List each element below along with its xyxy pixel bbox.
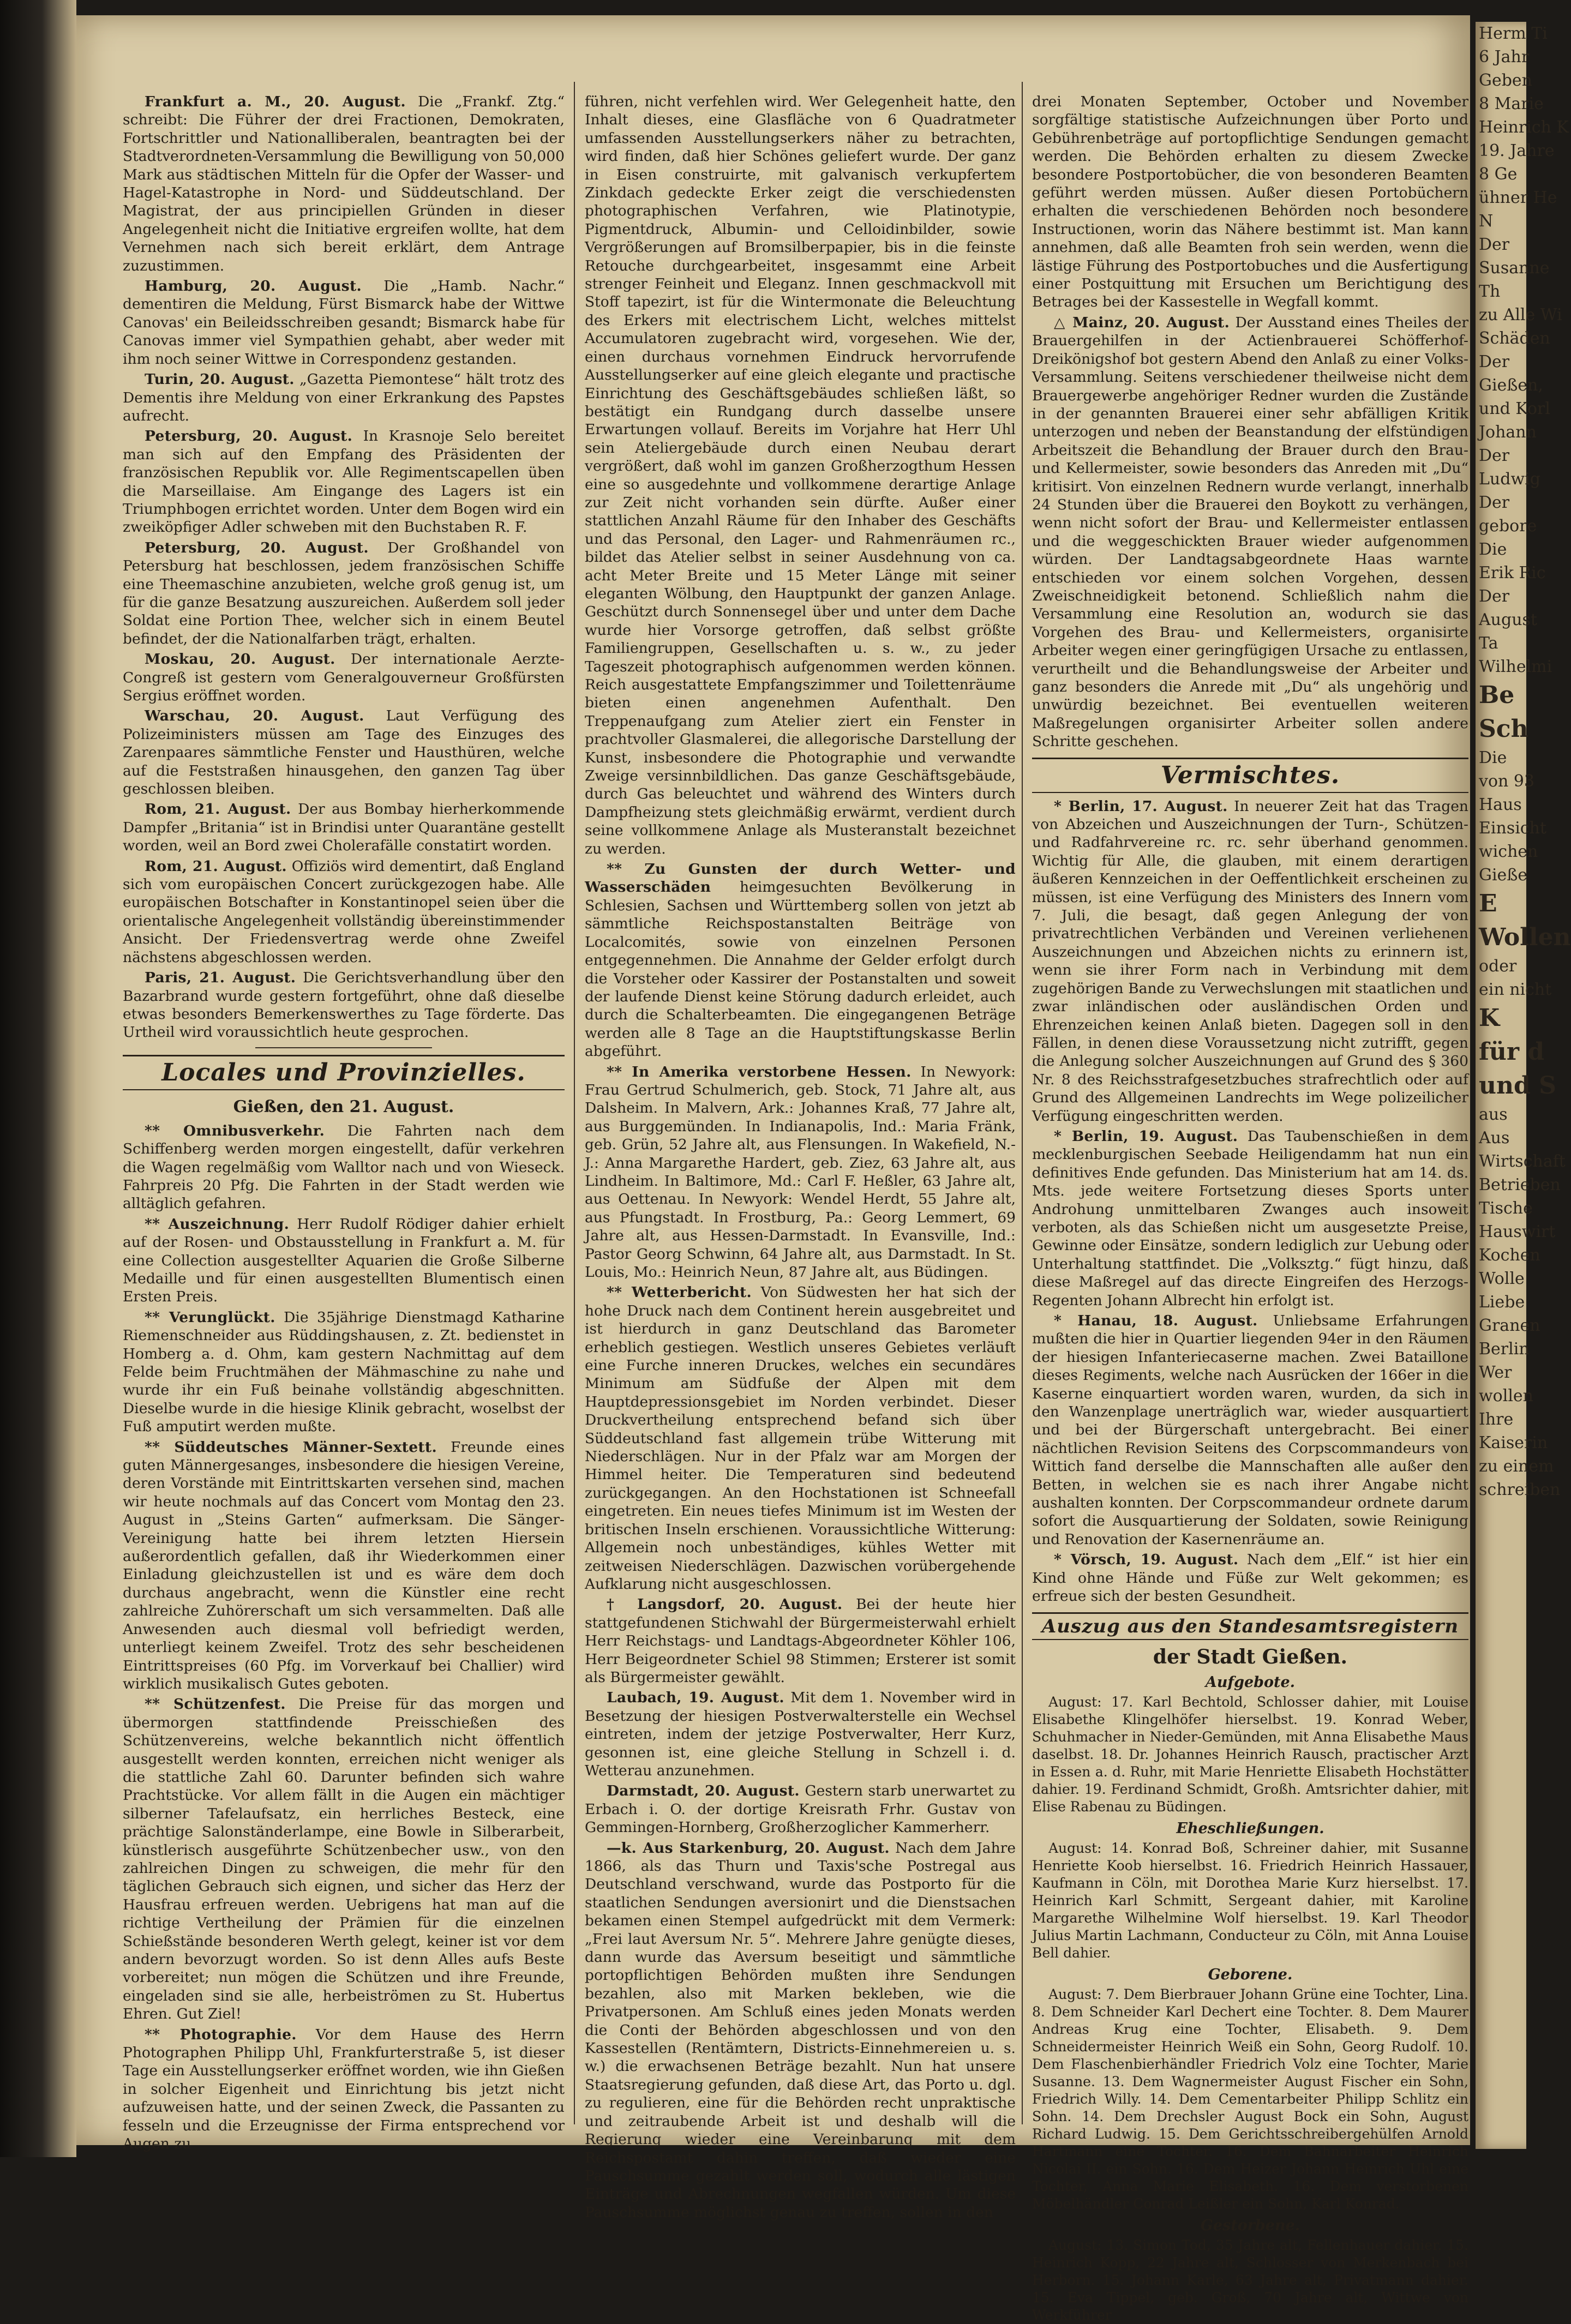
article-body: Der Ausstand eines Theiles der Brauergehilfen in der Actienbrauerei Schöfferhof-Dreikönigshof bot gestern Abend den Anlaß zu einer Volks-Versammlung. Seitens verschiedener theilweise nicht dem Brauergewerbe angehöriger Redner wurden die Zustände in der genannten Brauerei einer sehr abfälligen Kritik unterzogen und neben der Beanstandung der elfstündigen Arbeitszeit die Behandlung der Brauer durch den Brau- und Kellermeister, sowie besonders das Anreden mit „Du“ kritisirt. Von einzelnen Rednern wurde verlangt, innerhalb 24 Stunden über die Brauerei den Boykott zu verhängen, wenn nicht sofort der Brau- und Kellermeister entlassen und die weggeschickten Brauer wieder aufgenommen würden. Der Landtagsabgeordnete Haas warnte entschieden vor einem solchen Vorgehen, dessen Zweischneidigkeit betonend. Schließlich nahm die Versammlung eine Resolution an, wodurch sie das Vorgehen des Brau- und Kellermeisters, organisirte Arbeiter wegen einer geringfügigen Ursache zu entlassen, verurtheilt und die Behandlungsweise der Arbeiter und ganz besonders die Anrede mit „Du“ als ungehörig und unwürdig bezeichnet. Bei eventuellen weiteren Maßregelungen organisirter Arbeiter sollen andere Schritte geschehen.	[1032, 314, 1468, 750]
article-dateline: † Langsdorf, 20. August.	[607, 1596, 843, 1613]
adjacent-page-fragment: Der	[1479, 493, 1510, 512]
adjacent-page-fragment: Berlin	[1479, 1340, 1530, 1359]
article-dateline: Darmstadt, 20. August.	[607, 1782, 800, 1800]
adjacent-page-fragment: aus	[1479, 1105, 1508, 1124]
registry-category: Eheschließungen.	[1176, 1819, 1324, 1837]
registry-entries: August: 13. Simon Tod, 35 Jahre alt, Fellenhauer dahier. 15. Heinrich Kopp, 22 Jahre alt, Schlosser von Merkenbach bei Herborn. 15. Johann Karle, 63 Jahre alt, Privatmann dahier. 15. Eva Tippel, geb. Groß, 70 Jahre alt, Wittwe von Werkführer	[1032, 2237, 1468, 2323]
adjacent-page-fragment: 6 Jahr	[1479, 47, 1530, 67]
continued-article: drei Monaten September, October und November sorgfältige statistische Aufzeichnungen über Porto und Gebührenbeträge auf portopflichtige Sendungen gemacht werden. Die Behörden erhalten zu diesem Zwecke besondere Postportobücher, die von besonderen Beamten geführt werden müssen. Außer diesen Portobüchern erhalten die verschiedenen Behörden noch besondere Instructionen, worin das Nähere bestimmt ist. Man kann annehmen, daß alle Beamten froh sein werden, wenn die lästige Führung des Postportobuches und die Ausfertigung einer Postquittung mit Ersuchen um Berichtigung des Betrages bei der Kassestelle in Wegfall kommt.	[1032, 93, 1468, 311]
adjacent-page-fragment: schreiben	[1479, 1480, 1561, 1499]
adjacent-page-fragment: gebore	[1479, 517, 1537, 536]
article-body: Nach dem Jahre 1866, als das Thurn und Taxis'sche Postregal aus Deutschland verschwand, wurde das Postporto für die staatlichen Sendungen aversionirt und die Dienstsachen bekamen einen Stempel aufgedrückt mit dem Vermerk: „Frei laut Aversum Nr. 5“. Mehrere Jahre genügte dieses, dann wurde das Aversum beseitigt und sämmtliche portopflichtigen Behörden mußten ihre Sendungen bezahlen, also mit Marken bekleben, wie die Privatpersonen. Am Schluß eines jeden Monats werden die Conti der Behörden abgeschlossen und von den Kassestellen (Rentämtern, Districts-Einnehmereien u. s. w.) die erwachsenen Beträge bezahlt. Nun hat unsere Staatsregierung gefunden, daß diese Art, das Porto u. dgl. zu regulieren, eine für die Behörden recht unpraktische und zeitraubende Arbeit ist und deshalb will die Regierung wieder eine Vereinbarung mit dem Reichspostamt dahin treffen, daß wieder eine Pauschsumme gezahlt werden soll, wodurch alle lästigen Einträge und Abrechnungen wegfallen würden. Um diese Pauschsumme möglichst genau zu treffen, sollen in den	[585, 1839, 1016, 2221]
article-dateline: Hamburg, 20. August.	[145, 278, 362, 295]
article-dateline: Moskau, 20. August.	[145, 651, 335, 668]
article	[123, 1438, 565, 1694]
adjacent-page-fragment: Th	[1479, 282, 1501, 301]
article-body: Die 35jährige Dienstmagd Katharine Riemenschneider aus Rüddingshausen, z. Zt. bedienstet in Homberg a. d. Ohm, kam gestern Nachmittag auf dem Felde beim Fruchtmähen der Mähmaschine zu nahe und wurde ihr ein Fuß beinahe vollständig abgeschnitten. Dieselbe wurde in die hiesige Klinik gebracht, woselbst der Fuß amputirt werden mußte.	[123, 1308, 565, 1436]
continued-article: führen, nicht verfehlen wird. Wer Gelegenheit hatte, den Inhalt dieses, eine Glasfläche von 6 Quadratmeter umfassenden Ausstellungserkers näher zu betrachten, wird finden, daß hier Schönes geliefert wurde. Der ganz in Eisen construirte, mit galvanisch verkupfertem Zinkdach gedeckte Erker zeigt die verschiedensten photographischen Verfahren, wie Platinotypie, Pigmentdruck, Albumin- und Celloidinbilder, sowie Vergrößerungen auf Bromsilberpapier, bis in die feinste Retouche durchgearbeitet, insgesammt eine Arbeit strenger Feinheit und Eleganz. Innen geschmackvoll mit Stoff tapezirt, ist für die Wintermonate die Beleuchtung des Erkers mit electrischem Licht, welches mittelst Accumulatoren zugebracht wird, vorgesehen. Wie der, einen durchaus vornehmen Eindruck hervorrufende Ausstellungserker auf eine gleich elegante und practische Einrichtung des Geschäftsgebäudes schließen läßt, so bestätigt ein Rundgang durch dasselbe unsere Erwartungen vollauf. Bereits im Vorjahre hat Herr Uhl sein Ateliergebäude durch einen Neubau derart vergrößert, daß wohl im ganzen Großherzogthum Hessen eine so ausgedehnte und vollkommene derartige Anlage zur Zeit nicht vorhanden sein dürfte. Außer einer stattlichen Anzahl Räume für den Inhaber des Geschäfts und das Personal, den Lager- und Rahmenräumen rc., bildet das Atelier selbst in seiner Ausdehnung von ca. acht Meter Breite und 15 Meter Länge mit seiner eleganten Wölbung, den Hauptpunkt der ganzen Anlage. Geschützt durch Sonnensegel über und unter dem Dache wurde hier Vorsorge getroffen, daß selbst größte Familiengruppen, Gesellschaften u. s. w., zu jeder Tageszeit photographisch aufgenommen werden können. Reich ausgestattete Empfangszimmer und Toilettenräume bieten einen angenehmen Aufenthalt. Den Treppenaufgang zum Atelier ziert ein Fenster in prachtvoller Glasmalerei, die allegorische Darstellung der Kunst, insbesondere die Photographie und verwandte Zweige versinnbildlichen. Das ganze Geschäftsgebäude, durch Gas beleuchtet und während des Winters durch Dampfheizung stets gleichmäßig erwärmt, verdient durch seine vollkommene Anlage als Musteranstalt bezeichnet zu werden.	[585, 93, 1016, 857]
article-dateline: Petersburg, 20. August.	[145, 539, 369, 556]
adjacent-page-fragment: Der	[1479, 235, 1510, 254]
article-body: In neuerer Zeit hat das Tragen von Abzeichen und Auszeichnungen der Turn-, Schützen- und Radfahrvereine rc. rc. sehr überhand genommen. Wichtig für Alle, die glauben, mit einem derartigen äußeren Kennzeichen in der Oeffentlichkeit erscheinen zu müssen, ist eine Verfügung des Ministers des Innern vom 7. Juli, die besagt, daß gegen Anlegung der von privatrechtlichen Verbänden und Vereinen verliehenen Auszeichnungen und Abzeichen nichts zu erinnern ist, wenn sie ihrer Form nach in Verbindung mit dem zugehörigen Bande zu Verwechslungen mit staatlichen und zwar inländischen oder ausländischen Orden und Ehrenzeichen keinen Anlaß bieten. Dagegen soll in den Fällen, in denen diese Voraussetzung nicht zutrifft, gegen die Anlegung solcher Auszeichnungen auf Grund des § 360 Nr. 8 des Reichsstrafgesetzbuches strafrechtlich oder auf Grund des Allgemeinen Landrechts im Wege polizeilicher Verfügung eingeschritten werden.	[1032, 797, 1468, 1125]
article	[123, 1215, 565, 1306]
adjacent-page-fragment: Schäden	[1479, 329, 1550, 348]
article-dateline: △ Mainz, 20. August.	[1054, 314, 1230, 331]
adjacent-page-fragment: Die	[1479, 540, 1507, 559]
article	[585, 1782, 1016, 1836]
adjacent-page-fragment: zu Alle Wi	[1479, 305, 1562, 325]
column-3	[1032, 93, 1469, 2323]
adjacent-page-text	[1476, 22, 1571, 1502]
article-body: Die „Hamb. Nachr.“ dementiren die Meldung, Fürst Bismarck habe der Wittwe Canovas' ein Beileidsschreiben gesandt; Bismarck habe für Canovas immer viel Sympathien gehabt, aber weder mit ihm noch seiner Wittwe in Correspondenz gestanden.	[123, 278, 565, 368]
article	[585, 1283, 1016, 1593]
article-dateline: ** Süddeutsches Männer-Sextett.	[145, 1438, 437, 1456]
article-body: Gestern starb unerwartet zu Erbach i. O. der dortige Kreisrath Frhr. Gustav von Gemmingen-Hornberg, Großherzoglicher Kammerherr.	[585, 1782, 1016, 1836]
article	[123, 857, 565, 966]
article-dateline: ** Zu Gunsten der durch Wetter- und Wasserschäden	[585, 861, 1016, 896]
article-body: Die „Frankf. Ztg.“ schreibt: Die Führer der drei Fractionen, Demokraten, Fortschrittler und Nationalliberalen, beantragten bei der Stadtverordneten-Versammlung die Bewilligung von 50,000 Mark aus städtischen Mitteln für die Opfer der Wasser- und Hagel-Katastrophe in Nord- und Süddeutschland. Der Magistrat, der aus principiellen Gründen in dieser Angelegenheit nicht die Initiative ergreifen wollte, hat dem Vernehmen nach sich bereit erklärt, dem Antrage zuzustimmen.	[123, 93, 565, 274]
article-dateline: —k. Aus Starkenburg, 20. August.	[607, 1839, 890, 1857]
article-dateline: ** In Amerika verstorbene Hessen.	[607, 1063, 912, 1080]
adjacent-page-fragment: K	[1479, 1004, 1500, 1032]
article	[585, 1063, 1016, 1282]
registry-sections	[1032, 1673, 1468, 2324]
locals-dateline: Gießen, den 21. August.	[233, 1097, 454, 1116]
adjacent-page-fragment: Wer	[1479, 1363, 1512, 1382]
article-body: Die Fahrten nach dem Schiffenberg werden morgen eingestellt, dafür verkehren die Wagen regelmäßig vom Walltor nach und von Wieseck. Fahrpreis 20 Pfg. Die Fahrten in der Stadt werden wie alltäglich gefahren.	[123, 1122, 565, 1212]
separator	[255, 1047, 432, 1048]
article	[585, 1839, 1016, 2222]
registry-category: Gestorbene.	[1200, 2217, 1300, 2234]
article-body: Mit dem 1. November wird in Besetzung der hiesigen Postverwalterstelle ein Wechsel eintreten, indem der jetzige Postverwalter, Herr Kurz, gesonnen ist, eine gleiche Stellung in Schzell i. d. Wetterau anzunehmen.	[585, 1689, 1016, 1779]
column-3-articles	[1032, 314, 1468, 751]
adjacent-page-edge	[1476, 22, 1571, 2149]
adjacent-page-fragment: und Korl	[1479, 399, 1550, 418]
adjacent-page-fragment: Hauswirt	[1479, 1222, 1556, 1241]
article	[123, 2026, 565, 2153]
registry-entries: August: 7. Dem Bierbrauer Johann Grüne eine Tochter, Lina. 8. Dem Schneider Karl Dechert eine Tochter. 8. Dem Maurer Andreas Krug eine Tochter, Elisabeth. 9. Dem Schneidermeister Heinrich Weiß ein Sohn, Georg Rudolf. 10. Dem Flaschenbierhändler Friedrich Volz eine Tochter, Marie Susanne. 13. Dem Wagnermeister August Fischer ein Sohn, Friedrich Willy. 14. Dem Cementarbeiter Philipp Schlitz ein Sohn. 14. Dem Drechsler August Bock ein Sohn, August Richard Ludwig. 15. Dem Gerichtsschreibergehülfen Arnold Hartmann eine Tochter. 16. Dem Bahnarbeiter Heinrich Nicolai II. ein Sohn. 16. Dem Heizer Johann Heinrich Uhl eine Tochter, Anna Marie Elisabeth. 16. Dem verstorbenen Möbelhändler Conrad Leißler ein Sohn, Karl Konrad.	[1032, 1986, 1468, 2212]
article	[1032, 1312, 1468, 1548]
locals-heading: Locales und Provinzielles.	[123, 1055, 565, 1090]
article-body: Die Preise für das morgen und übermorgen stattfindende Preisschießen des Schützenvereins, welche bekanntlich nicht öffentlich ausgestellt werden konnten, erreichen nicht weniger als die stattliche Zahl 60. Darunter befinden sich wahre Prachtstücke. Vor allem fällt in die Augen ein mächtiger silberner Tafelaufsatz, ein herrliches Besteck, eine prächtige Salonständerlampe, eine Bowle in Silberarbeit, künstlerisch ausgeführte Schützenbecher usw., von den zahlreichen Dingen zu schweigen, die mehr für den täglichen Gebrauch sich eignen, und sicher das Herz der Hausfrau erfreuen werden. Uebrigens hat man auf die richtige Vertheilung der Prämien für die einzelnen Schießstände besonderen Werth gelegt, keiner ist vor dem andern bevorzugt worden. So ist denn Alles aufs Beste vorbereitet; nun mögen die Schützen und ihre Freunde, eingeladen sind sie alle, herbeiströmen zu St. Hubertus Ehren. Gut Ziel!	[123, 1696, 565, 2023]
article-dateline: * Vörsch, 19. August.	[1054, 1551, 1239, 1569]
article-dateline: ** Wetterbericht.	[607, 1284, 752, 1301]
article	[123, 370, 565, 425]
article-dateline: ** Auszeichnung.	[145, 1215, 290, 1233]
adjacent-page-fragment: Betrieben	[1479, 1175, 1561, 1194]
adjacent-page-fragment: Herm Ti	[1479, 24, 1548, 43]
locals-articles	[123, 1122, 565, 2153]
misc-articles	[1032, 797, 1468, 1606]
article	[123, 1308, 565, 1436]
adjacent-page-fragment: Kaiserin	[1479, 1433, 1548, 1452]
adjacent-page-fragment: Ihre	[1479, 1410, 1514, 1429]
adjacent-page-fragment: Wollen	[1479, 923, 1571, 951]
adjacent-page-fragment: Der	[1479, 446, 1510, 465]
adjacent-page-fragment: Be	[1479, 681, 1515, 709]
article-dateline: ** Omnibusverkehr.	[145, 1122, 325, 1139]
adjacent-page-fragment: Sch	[1479, 715, 1528, 743]
scan-left-edge	[0, 0, 76, 2157]
article-body: Unliebsame Erfahrungen mußten die hier in Quartier liegenden 94er in den Räumen der hiesigen Infanteriecaserne machen. Zwei Bataillone dieses Regiments, welche nach Ausrücken der 166er in die Kaserne einquartiert worden waren, wurden, da sich in den Wanzenplage unerträglich war, wieder ausquartiert und bei der Bürgerschaft untergebracht. Bei einer nächtlichen Revision Seitens des Corpscommandeurs von Wittich fand derselbe die Mannschaften alle außer den Betten, in welchen sie es nach ihrer Angabe nicht aushalten konnten. Der Corpscommandeur ordnete darum sofort die Ausquartierung der Soldaten, sowie Reinigung und Renovation der Kasernenräume an.	[1032, 1312, 1468, 1548]
adjacent-page-fragment: Susanne	[1479, 259, 1550, 278]
adjacent-page-fragment: 8 Ge	[1479, 165, 1518, 184]
article-body: Freunde eines guten Männergesanges, insbesondere die hiesigen Vereine, deren Vorstände mit Eintrittskarten versehen sind, machen wir heute nochmals auf das Concert vom Montag den 23. August in „Steins Garten“ aufmerksam. Die Sänger-Vereinigung hatte bei ihrem letzten Hiersein außerordentlich gefallen, daß ihr Wiederkommen einer Einladung gleichzustellen ist und es wäre dem doch durchaus angebracht, wenn die Künstler eine recht zahlreiche Zuhörerschaft um sich versammelten. Daß alle Anwesenden auch diesmal voll befriedigt werden, unterliegt keinem Zweifel. Trotz des sehr bescheidenen Eintrittspreises (60 Pfg. im Vorverkauf bei Challier) wird wirklich musikalisch Gutes geboten.	[123, 1438, 565, 1692]
article-dateline: ** Photographie.	[145, 2026, 297, 2043]
article	[123, 539, 565, 648]
adjacent-page-fragment: wichen	[1479, 842, 1538, 861]
adjacent-page-fragment: Gieße	[1479, 866, 1528, 885]
article	[123, 1695, 565, 2023]
column-rule-2	[1022, 82, 1023, 2124]
adjacent-page-fragment: Der	[1479, 352, 1510, 371]
adjacent-page-fragment: Der	[1479, 587, 1510, 606]
article-dateline: * Berlin, 17. August.	[1054, 797, 1228, 815]
article-dateline: ** Schützenfest.	[145, 1696, 286, 1713]
article	[585, 1595, 1016, 1686]
adjacent-page-fragment: ein nicht	[1479, 980, 1552, 999]
adjacent-page-fragment: oder	[1479, 957, 1517, 976]
article-dateline: * Berlin, 19. August.	[1054, 1127, 1238, 1145]
adjacent-page-fragment: für d	[1479, 1038, 1545, 1066]
article	[123, 707, 565, 798]
article-dateline: Rom, 21. August.	[145, 801, 291, 818]
adjacent-page-fragment: Die	[1479, 748, 1507, 767]
adjacent-page-fragment: ühner He	[1479, 188, 1557, 207]
adjacent-page-fragment: und S	[1479, 1072, 1556, 1100]
adjacent-page-fragment: August	[1479, 610, 1537, 629]
article-body: Laut Verfügung des Polizeiministers müssen am Tage des Einzuges des Zarenpaares sämmtliche Fenster und Hausthüren, welche auf die Feststraßen hinausgehen, den ganzen Tag über geschlossen bleiben.	[123, 707, 565, 798]
article-body: Nach dem „Elf.“ ist hier ein Kind ohne Hände und Füße zur Welt gekommen; es erfreue sich der besten Gesundheit.	[1032, 1551, 1469, 1605]
article-dateline: Turin, 20. August.	[145, 371, 295, 388]
adjacent-page-fragment: zu einem	[1479, 1457, 1554, 1476]
adjacent-page-fragment: N	[1479, 212, 1494, 231]
article-body: Vor dem Hause des Herrn Photographen Philipp Uhl, Frankfurterstraße 5, ist dieser Tage ein Ausstellungserker eröffnet worden, wie ihn Gießen in solcher Eigenheit und Einrichtung bis jetzt nicht aufzuweisen hatte, und der seinen Zweck, die Passanten zu fesseln und die Erzeugnisse der Firma entsprechend vor Augen zu	[123, 2026, 565, 2153]
registry-subheading: der Stadt Gießen.	[1153, 1645, 1348, 1668]
column-2	[585, 93, 1016, 2221]
adjacent-page-fragment: E	[1479, 890, 1497, 917]
article-body: In Newyork: Frau Gertrud Schulmerich, geb. Stock, 71 Jahre alt, aus Dalsheim. In Malvern, Ark.: Johannes Kraß, 77 Jahre alt, aus Burggemünden. In Indianapolis, Ind.: Maria Fränk, geb. Grün, 52 Jahre alt, aus Flensungen. In Wakefield, N.-J.: Anna Margarethe Hardert, geb. Ziez, 63 Jahre alt, aus Lindheim. In Baltimore, Md.: Carl F. Heßler, 63 Jahre alt, aus Oettenau. In Newyork: Wendel Herdt, 55 Jahre alt, aus Pfungstadt. In Frostburg, Pa.: Georg Lemmert, 69 Jahre alt, aus Hessen-Darmstadt. In Evansville, Ind.: Pastor Georg Schwinn, 64 Jahre alt, aus Darmstadt. In St. Louis, Mo.: Heinrich Neun, 87 Jahre alt, aus Büdingen.	[585, 1063, 1016, 1281]
registry-entries: August: 17. Karl Bechtold, Schlosser dahier, mit Louise Elisabethe Klingelhöfer hierselbst. 19. Konrad Weber, Schuhmacher in Nieder-Gemünden, mit Anna Elisabethe Maus daselbst. 18. Dr. Johannes Heinrich Rausch, practischer Arzt in Essen a. d. Ruhr, mit Marie Henriette Elisabeth Hochstätter dahier. 19. Ferdinand Schmidt, Großh. Amtsrichter dahier, mit Elise Rabenau zu Büdingen.	[1032, 1694, 1468, 1815]
adjacent-page-fragment: Kochen	[1479, 1246, 1540, 1265]
article-body: Der Großhandel von Petersburg hat beschlossen, jedem französischen Schiffe eine Theemaschine anzubieten, welche groß genug ist, um für die ganze Besatzung auszureichen. Außerdem soll jeder Soldat eine Portion Thee, welcher sich in einem Beutel befindet, der die Nationalfarben trägt, erhalten.	[123, 539, 565, 647]
article-body: In Krasnoje Selo bereitet man sich auf den Empfang des Präsidenten der französischen Republik vor. Alle Regimentscapellen üben die Marseillaise. Am Eingange des Lagers ist ein Triumphbogen errichtet worden. Unter dem Bogen wird ein zweiköpfiger Adler schweben mit den Buchstaben R. F.	[123, 428, 565, 536]
adjacent-page-fragment: Tische	[1479, 1199, 1533, 1218]
column-rule-1	[574, 82, 575, 2124]
adjacent-page-fragment: Johann	[1479, 423, 1537, 442]
article	[123, 93, 565, 275]
article-dateline: Petersburg, 20. August.	[145, 428, 353, 445]
article-body: Offiziös wird dementirt, daß England sich vom europäischen Concert zurückgezogen habe. Alle europäischen Botschafter in Konstantinopel seien über die orientalische Angelegenheit vollständig übereinstimmender Ansicht. Der Friedensvertrag werde ohne Zweifel nächstens abgeschlossen werden.	[123, 857, 565, 966]
registry-category: Geborene.	[1208, 1966, 1293, 1983]
registry-entries: August: 14. Konrad Boß, Schreiner dahier, mit Susanne Henriette Koob hierselbst. 16. Friedrich Heinrich Hassauer, Kaufmann in Cöln, mit Dorothea Marie Kurz hierselbst. 17. Heinrich Karl Schmitt, Sergeant dahier, mit Karoline Margarethe Wilhelmine Wolf hierselbst. 19. Karl Theodor Julius Martin Lachmann, Conducteur zu Cöln, mit Anna Louise Bell dahier.	[1032, 1840, 1468, 1961]
article-dateline: Laubach, 19. August.	[607, 1689, 784, 1707]
article-dateline: ** Verunglückt.	[145, 1308, 275, 1326]
adjacent-page-fragment: Heinrich K	[1479, 118, 1569, 137]
article	[123, 800, 565, 855]
article-dateline: Rom, 21. August.	[145, 857, 287, 875]
article	[123, 969, 565, 1042]
adjacent-page-fragment: wollen	[1479, 1386, 1534, 1406]
article-body: Von Südwesten her hat sich der hohe Druck nach dem Continent herein ausgebreitet und ist hierdurch in ganz Deutschland das Barometer erheblich gestiegen. Westlich unseres Gebietes verläuft eine Furche inneren Druckes, welches ein secundäres Minimum am Südfuße der Alpen mit dem Hauptdepressionsgebiet im Norden verbindet. Dieser Druckvertheilung entsprechend befand sich über Süddeutschland fast allgemein trübe Witterung mit Niederschlägen. Nur in der Pfalz war am Morgen der Himmel heiter. Die Temperaturen sind bedeutend zurückgegangen. An den Hochstationen ist Schneefall eingetreten. Ein neues tiefes Minimum ist im Westen der britischen Inseln erschienen. Voraussichtliche Witterung: Allgemein noch unbeständiges, kühles Wetter mit zeitweisen Niederschlägen. Dazwischen vorübergehende Aufklarung nicht ausgeschlossen.	[585, 1284, 1016, 1593]
article-body: Das Taubenschießen in dem mecklenburgischen Seebade Heiligendamm hat nun ein definitives Ende gefunden. Das Ministerium hat am 14. ds. Mts. jede weitere Fortsetzung dieses Sports unter Androhung unmittelbaren Zwanges auch insoweit verboten, als das Schießen nicht um ausgesetzte Preise, Gewinne oder Einsätze, sondern lediglich zur Uebung oder Unterhaltung stattfindet. Die „Volksztg.“ fügt hinzu, daß diese Maßregel auf das directe Eingreifen des Herzogs-Regenten Johann Albrecht hin erfolgt ist.	[1032, 1127, 1468, 1309]
article	[1032, 797, 1468, 1125]
news-telegrams	[123, 93, 565, 1042]
adjacent-page-fragment: Gießen,	[1479, 376, 1543, 395]
adjacent-page-fragment: Wilhelmi	[1479, 657, 1552, 676]
adjacent-page-fragment: Wolle	[1479, 1269, 1525, 1288]
column-1	[123, 93, 565, 2153]
adjacent-page-fragment: von 93	[1479, 772, 1535, 791]
article	[1032, 314, 1468, 751]
registry-heading: Auszug aus den Standesamtsregistern	[1032, 1612, 1468, 1640]
article-dateline: Paris, 21. August.	[145, 969, 296, 987]
article	[123, 650, 565, 705]
adjacent-page-fragment: Liebe	[1479, 1293, 1525, 1312]
adjacent-page-fragment: Haus	[1479, 795, 1522, 814]
article	[1032, 1551, 1468, 1605]
article-body: Bei der heute hier stattgefundenen Stichwahl der Bürgermeisterwahl erhielt Herr Reichstags- und Landtags-Abgeordneter Köhler 106, Herr Beigeordneter Schiel 98 Stimmen; Ersterer ist somit als Bürgermeister gewählt.	[585, 1596, 1016, 1686]
adjacent-page-fragment: 19. Jahre	[1479, 141, 1555, 160]
article-body: Herr Rudolf Rödiger dahier erhielt auf der Rosen- und Obstausstellung in Frankfurt a. M. für eine Collection ausgestellter Aquarien die Große Silberne Medaille und für einen ausgestellten Blumentisch einen Ersten Preis.	[123, 1215, 565, 1306]
article	[1032, 1127, 1468, 1310]
article-body: Der aus Bombay hierherkommende Dampfer „Britania“ ist in Brindisi unter Quarantäne gestellt worden, weil an Bord zwei Cholerafälle constatirt worden.	[123, 801, 565, 855]
registry-category: Aufgebote.	[1205, 1673, 1296, 1691]
adjacent-page-fragment: Einsicht	[1479, 819, 1546, 838]
adjacent-page-fragment: Granen	[1479, 1316, 1540, 1335]
adjacent-page-fragment: Wirtschaft	[1479, 1152, 1566, 1171]
article	[123, 427, 565, 536]
adjacent-page-fragment: Ta	[1479, 634, 1498, 653]
article-dateline: Frankfurt a. M., 20. August.	[145, 93, 406, 110]
article	[123, 277, 565, 368]
article-body: heimgesuchten Bevölkerung in Schlesien, Sachsen und Württemberg sollen von jetzt ab sämmtliche Reichspostanstalten Beiträge von Localcomités, sowie von einzelnen Personen entgegennehmen. Die Annahme der Gelder erfolgt durch die Vorsteher oder Kassirer der Postanstalten und soweit der laufende Dienst keine Störung dadurch erleidet, auch durch die Schalterbeamten. Die eingegangenen Beträge werden alle 8 Tage an die Hauptstiftungskasse Berlin abgeführt.	[585, 879, 1016, 1060]
adjacent-page-fragment: 8 Marie	[1479, 94, 1544, 113]
article-body: Der internationale Aerzte-Congreß ist gestern vom Generalgouverneur Großfürsten Sergius eröffnet worden.	[123, 651, 565, 704]
adjacent-page-fragment: Ludwig	[1479, 470, 1540, 489]
article-body: „Gazetta Piemontese“ hält trotz des Dementis ihre Meldung von einer Erkrankung des Papstes aufrecht.	[123, 371, 565, 424]
misc-heading: Vermischtes.	[1032, 758, 1468, 793]
column-2-articles	[585, 860, 1016, 2221]
article	[123, 1122, 565, 1213]
adjacent-page-fragment: Aus	[1479, 1128, 1510, 1148]
article	[585, 860, 1016, 1060]
article-body: Die Gerichtsverhandlung über den Bazarbrand wurde gestern fortgeführt, ohne daß dieselbe etwas besonders Bemerkenswerthes zu Tage förderte. Das Urtheil wird voraussichtlich heute gesprochen.	[123, 969, 565, 1041]
article-dateline: * Hanau, 18. August.	[1054, 1312, 1258, 1329]
adjacent-page-fragment: Erik Ric	[1479, 563, 1546, 582]
adjacent-page-fragment: Geben	[1479, 71, 1532, 90]
article	[585, 1689, 1016, 1780]
article-dateline: Warschau, 20. August.	[145, 707, 364, 725]
